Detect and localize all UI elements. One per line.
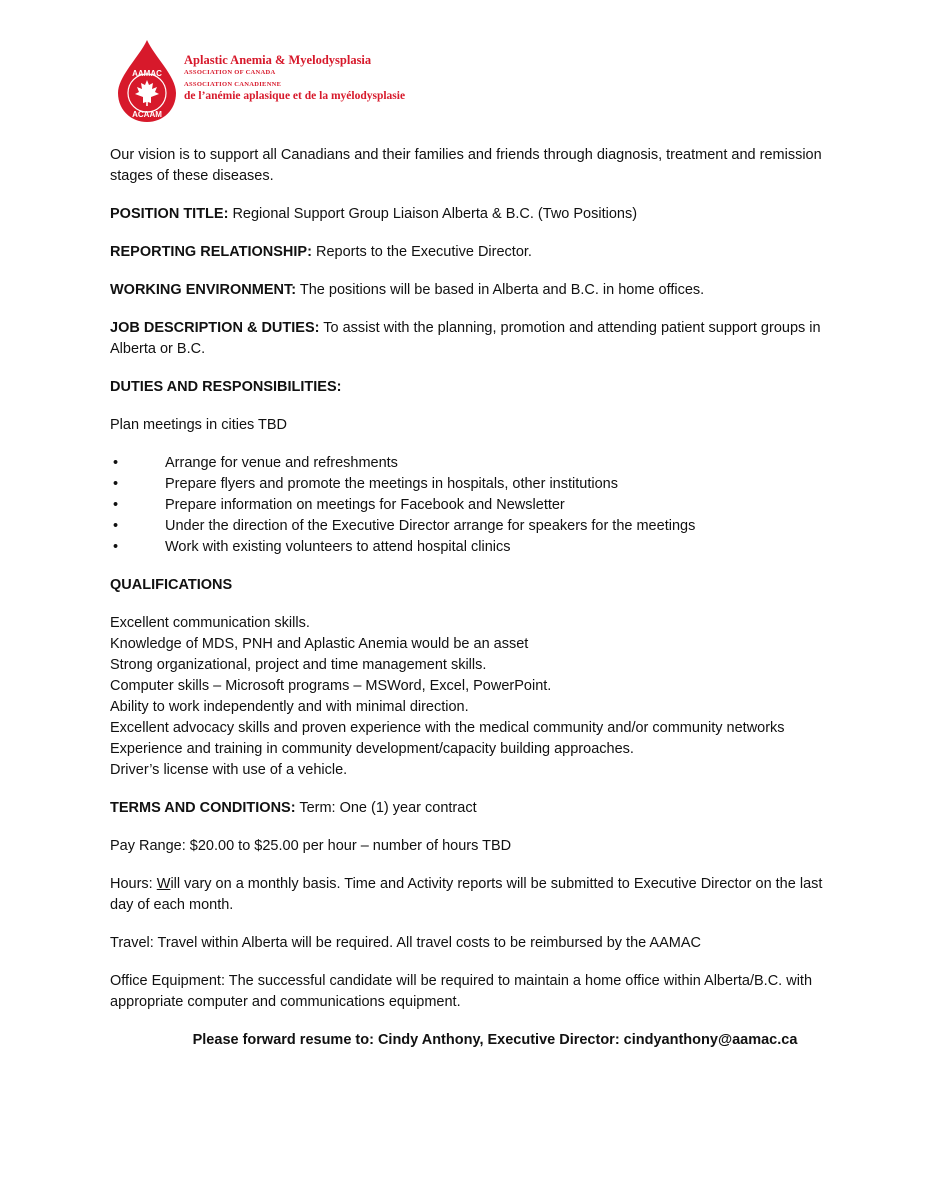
position-title	[110, 204, 830, 225]
list-item-text: Work with existing volunteers to attend hospital clinics	[165, 539, 511, 555]
qualification-item: Excellent communication skills.	[110, 615, 310, 631]
reporting-relationship	[110, 242, 830, 263]
bullet: •	[113, 539, 119, 555]
blood-drop-maple-leaf-icon	[114, 38, 180, 124]
qualification-item: Knowledge of MDS, PNH and Aplastic Anemia would be an asset	[110, 636, 529, 652]
list-item-text: Under the direction of the Executive Director arrange for speakers for the meetings	[165, 518, 696, 534]
list-item	[110, 495, 830, 516]
qualification-item: Strong organizational, project and time management skills.	[110, 657, 487, 673]
logo-badge-bottom: ACAAM	[132, 110, 162, 119]
bullet: •	[113, 455, 119, 471]
hours-underlined: W	[156, 876, 171, 892]
list-item-text: Prepare flyers and promote the meetings in hospitals, other institutions	[165, 476, 618, 492]
environment-label: WORKING ENVIRONMENT:	[110, 282, 297, 298]
hours	[110, 874, 830, 916]
pay-range: Pay Range: $20.00 to $25.00 per hour – number of hours TBD	[110, 838, 512, 854]
position-title-value: Regional Support Group Liaison Alberta & B.C. (Two Positions)	[228, 206, 638, 222]
office-equipment: Office Equipment: The successful candidate will be required to maintain a home office within Alberta/B.C. with appropriate computer and communications equipment.	[110, 973, 813, 1010]
logo-name-fr: de l’anémie aplasique et de la myélodysplasie	[184, 89, 406, 102]
qualifications-heading: QUALIFICATIONS	[110, 577, 233, 593]
list-item	[110, 537, 830, 558]
reporting-value: Reports to the Executive Director.	[311, 244, 532, 260]
environment-value: The positions will be based in Alberta and B.C. in home offices.	[296, 282, 705, 298]
travel: Travel: Travel within Alberta will be required. All travel costs to be reimbursed by the AAMAC	[110, 935, 701, 951]
terms-value: Term: One (1) year contract	[295, 800, 477, 816]
bullet: •	[113, 476, 119, 492]
terms-label: TERMS AND CONDITIONS:	[110, 800, 296, 816]
bullet: •	[113, 497, 119, 513]
list-item	[110, 453, 830, 474]
hours-rest: ill vary on a monthly basis. Time and Activity reports will be submitted to Executive Director on the last day of each month.	[110, 876, 823, 913]
vision-statement: Our vision is to support all Canadians and their families and friends through diagnosis, treatment and remission stages of these diseases.	[110, 147, 822, 184]
organization-logo	[114, 38, 414, 124]
bullet: •	[113, 518, 119, 534]
job-posting-body	[110, 145, 830, 1051]
qualification-item: Excellent advocacy skills and proven experience with the medical community and/or community networks	[110, 720, 785, 736]
list-item-text: Arrange for venue and refreshments	[165, 455, 398, 471]
logo-assoc-fr: ASSOCIATION CANADIENNE	[184, 80, 282, 88]
qualification-item: Driver’s license with use of a vehicle.	[110, 762, 348, 778]
position-title-label: POSITION TITLE:	[110, 206, 229, 222]
job-description	[110, 318, 830, 360]
qualification-item: Computer skills – Microsoft programs – MSWord, Excel, PowerPoint.	[110, 678, 552, 694]
list-item-text: Prepare information on meetings for Facebook and Newsletter	[165, 497, 565, 513]
qualification-item: Ability to work independently and with minimal direction.	[110, 699, 469, 715]
terms-and-conditions	[110, 798, 830, 819]
working-environment	[110, 280, 830, 301]
list-item	[110, 474, 830, 495]
job-description-value: To assist with the planning, promotion and attending patient support groups in Alberta or B.C.	[110, 320, 821, 357]
list-item	[110, 516, 830, 537]
logo-name-en: Aplastic Anemia & Myelodysplasia	[184, 53, 372, 67]
qualifications-list	[110, 613, 830, 781]
qualification-item: Experience and training in community development/capacity building approaches.	[110, 741, 634, 757]
duties-list	[110, 453, 830, 558]
closing-contact: Please forward resume to: Cindy Anthony, Executive Director: cindyanthony@aamac.ca	[192, 1032, 798, 1048]
hours-prefix: Hours:	[110, 876, 157, 892]
reporting-label: REPORTING RELATIONSHIP:	[110, 244, 312, 260]
logo-badge-top: AAMAC	[132, 69, 162, 78]
logo-assoc-en: ASSOCIATION OF CANADA	[184, 69, 276, 77]
job-description-label: JOB DESCRIPTION & DUTIES:	[110, 320, 320, 336]
duties-intro: Plan meetings in cities TBD	[110, 417, 288, 433]
logo-wordmark	[184, 54, 405, 102]
duties-heading: DUTIES AND RESPONSIBILITIES:	[110, 379, 342, 395]
